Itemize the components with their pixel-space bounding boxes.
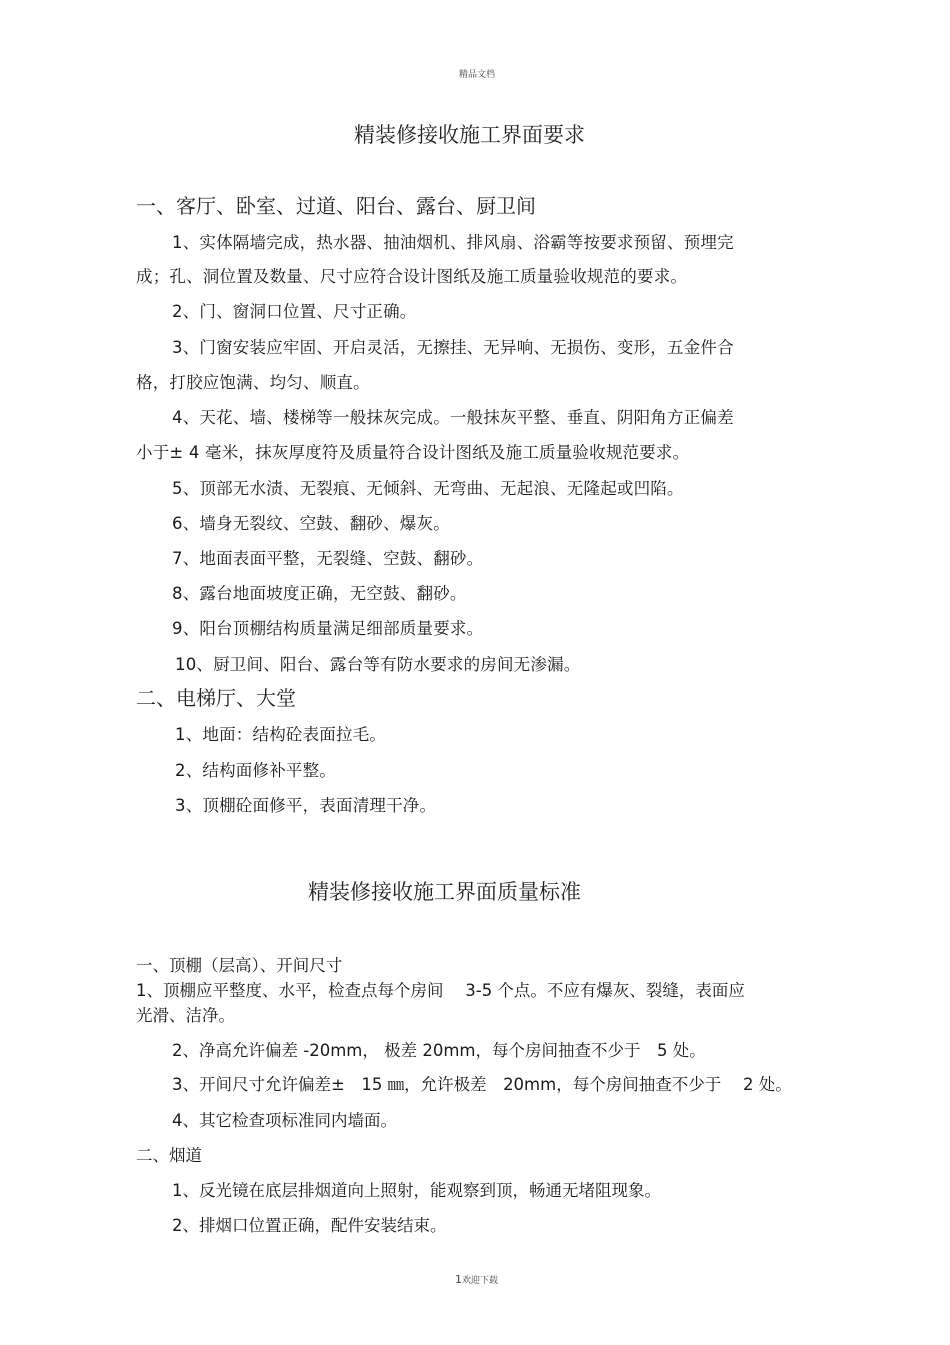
paragraph-line: 3、顶棚砼面修平，表面清理干净。 [175, 796, 437, 815]
document-title-2: 精装修接收施工界面质量标准 [308, 880, 581, 904]
paragraph-line: 8、露台地面坡度正确，无空鼓、翻砂。 [172, 584, 467, 603]
paragraph-line: 6、墙身无裂纹、空鼓、翻砂、爆灰。 [172, 514, 450, 533]
paragraph-line: 10、厨卫间、阳台、露台等有防水要求的房间无渗漏。 [175, 655, 581, 674]
paragraph-line: 2、门、窗洞口位置、尺寸正确。 [172, 302, 417, 321]
section-heading-elevator-hall: 二、电梯厅、大堂 [136, 686, 296, 710]
paragraph-line: 7、地面表面平整，无裂缝、空鼓、翻砂。 [172, 549, 484, 568]
paragraph-line: 5、顶部无水渍、无裂痕、无倾斜、无弯曲、无起浪、无隆起或凹陷。 [172, 479, 684, 498]
section-heading-flue: 二、烟道 [136, 1146, 202, 1165]
paragraph-line: 2、排烟口位置正确，配件安装结束。 [172, 1216, 447, 1235]
paragraph-line: 2、净高允许偏差 -20mm， 极差 20mm，每个房间抽查不少于 5 处。 [172, 1041, 706, 1060]
footer-text: 欢迎下载 [462, 1276, 499, 1286]
document-title: 精装修接收施工界面要求 [354, 123, 585, 147]
paragraph-line: 1、地面：结构砼表面拉毛。 [175, 725, 387, 744]
page-footer [455, 1273, 498, 1286]
paragraph-line: 1、实体隔墙完成，热水器、抽油烟机、排风扇、浴霸等按要求预留、预埋完 [172, 233, 734, 252]
page-number: 1 [455, 1273, 462, 1286]
paragraph-line: 光滑、洁净。 [136, 1006, 235, 1025]
page-header: 精品文档 [459, 70, 496, 80]
paragraph-line: 9、阳台顶棚结构质量满足细部质量要求。 [172, 619, 484, 638]
paragraph-line: 3、开间尺寸允许偏差± 15 ㎜，允许极差 20mm，每个房间抽查不少于 2 处。 [172, 1075, 792, 1094]
paragraph-line: 3、门窗安装应牢固、开启灵活，无擦挂、无异响、无损伤、变形，五金件合 [172, 338, 734, 357]
section-heading-rooms: 一、客厅、卧室、过道、阳台、露台、厨卫间 [136, 194, 536, 218]
paragraph-line: 4、天花、墙、楼梯等一般抹灰完成。一般抹灰平整、垂直、阴阳角方正偏差 [172, 408, 734, 427]
paragraph-line: 2、结构面修补平整。 [175, 761, 336, 780]
paragraph-line: 格，打胶应饱满、均匀、顺直。 [136, 373, 370, 392]
paragraph-line: 成；孔、洞位置及数量、尺寸应符合设计图纸及施工质量验收规范的要求。 [136, 267, 688, 286]
section-heading-ceiling: 一、顶棚（层高）、开间尺寸 [136, 956, 343, 975]
paragraph-line: 4、其它检查项标准同内墙面。 [172, 1111, 397, 1130]
paragraph-line: 1、顶棚应平整度、水平，检查点每个房间 3-5 个点。不应有爆灰、裂缝，表面应 [136, 981, 745, 1000]
paragraph-line: 1、反光镜在底层排烟道向上照射，能观察到顶，畅通无堵阻现象。 [172, 1181, 661, 1200]
paragraph-line: 小于± 4 毫米，抹灰厚度符及质量符合设计图纸及施工质量验收规范要求。 [136, 443, 690, 462]
